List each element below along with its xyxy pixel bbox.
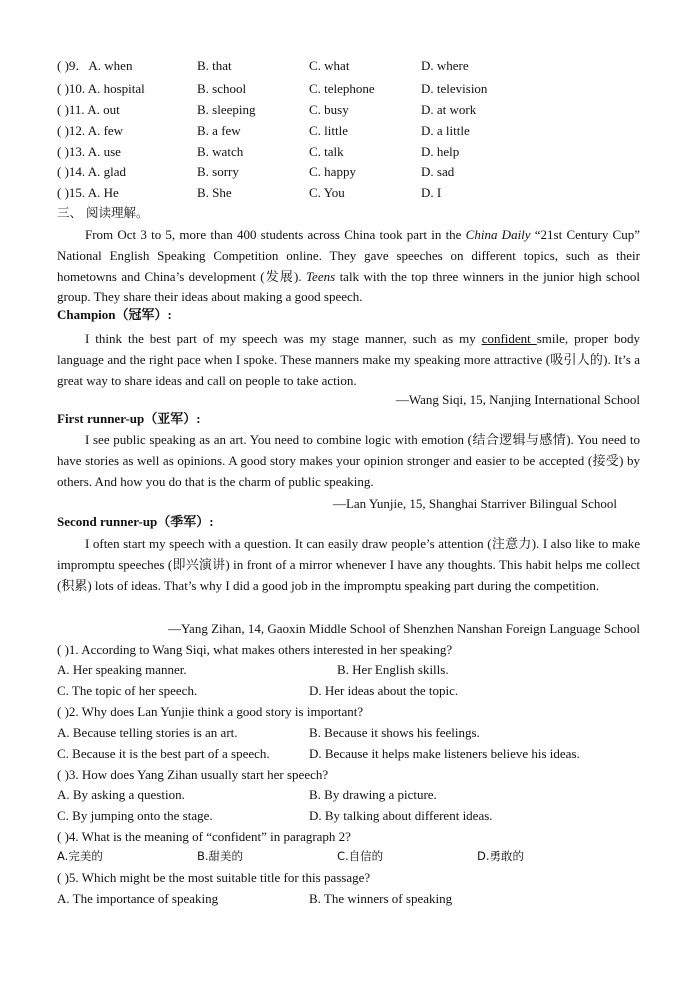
option-text: C. Because it is the best part of a speech.: [57, 746, 270, 761]
intro-italic-teens: Teens: [306, 268, 336, 284]
question-number-option-a: ( )10. A. hospital: [57, 81, 145, 96]
option-text: C. happy: [309, 164, 356, 179]
option-text: B. that: [197, 58, 232, 73]
option-text: C. busy: [309, 102, 349, 117]
question-1: ( )1. According to Wang Siqi, what makes others interested in her speaking?: [57, 642, 453, 657]
option-text: D. at work: [421, 102, 477, 117]
question-number-option-a: ( )13. A. use: [57, 144, 121, 159]
champion-text-2: smile, proper body language and the right pace when I spoke. These manners make my speaking more attractive (吸引人的). It’s a great way to share ideas and call on people to take action.: [57, 331, 640, 388]
option-text: B. watch: [197, 144, 244, 159]
intro-italic-china-daily: China Daily: [465, 227, 531, 242]
option-text: B. school: [197, 81, 247, 96]
question-3-options-row2: [57, 807, 657, 825]
second-runner-up-paragraph: I often start my speech with a question. It can easily draw people’s attention (注意力). I also like to make impromptu speeches (即兴演讲) in front of a mirror whenever I have any thoughts. This habit helps me collect (积累) lots of ideas. That’s why I did a good job in the impromptu speaking part during the competition.: [57, 536, 640, 593]
option-text: B. Her English skills.: [337, 662, 449, 677]
cloze-option-row: [57, 184, 657, 202]
option-text: D. where: [421, 58, 469, 73]
option-text: D. sad: [421, 164, 455, 179]
cloze-option-row: [57, 163, 657, 181]
question-5-options: [57, 890, 657, 908]
option-text: B. By drawing a picture.: [309, 787, 437, 802]
option-text: B. a few: [197, 123, 241, 138]
option-text: C. telephone: [309, 81, 375, 96]
question-1-options-row2: [57, 682, 657, 700]
option-text: D.勇敢的: [477, 849, 525, 863]
cloze-option-row: [57, 143, 657, 161]
question-number-option-a: ( )11. A. out: [57, 102, 120, 117]
option-text: B.甜美的: [197, 849, 244, 863]
underlined-word-confident: confident: [481, 331, 537, 346]
option-text: D. help: [421, 144, 460, 159]
cloze-option-row: [57, 122, 657, 140]
cloze-option-row: [57, 57, 657, 75]
option-text: C.自信的: [337, 849, 384, 863]
question-5: ( )5. Which might be the most suitable title for this passage?: [57, 870, 371, 885]
option-text: B. She: [197, 185, 232, 200]
question-2-options-row1: [57, 724, 657, 742]
champion-signature: —Wang Siqi, 15, Nanjing International School: [395, 392, 640, 407]
second-runner-up-signature: —Yang Zihan, 14, Gaoxin Middle School of Shenzhen Nanshan Foreign Language School: [167, 621, 640, 636]
option-text: B. The winners of speaking: [309, 891, 453, 906]
option-text: C. talk: [309, 144, 344, 159]
option-text: D. Because it helps make listeners believe his ideas.: [309, 746, 580, 761]
option-text: D. I: [421, 185, 442, 200]
option-text: B. sorry: [197, 164, 239, 179]
question-3: ( )3. How does Yang Zihan usually start her speech?: [57, 767, 329, 782]
champion-heading: Champion（冠军）:: [57, 307, 172, 322]
option-text: A. The importance of speaking: [57, 891, 219, 906]
first-runner-up-paragraph: I see public speaking as an art. You need to combine logic with emotion (结合逻辑与感情). You need to have stories as well as opinions. A good story makes your opinion stronger and easier to be accepted (接受) by others. And how you do that is the charm of public speaking.: [57, 432, 640, 489]
champion-paragraph: [57, 329, 640, 391]
question-2: ( )2. Why does Lan Yunjie think a good story is important?: [57, 704, 364, 719]
question-4-options: [57, 847, 657, 865]
second-runner-up-heading: Second runner-up（季军）:: [57, 514, 214, 529]
intro-text-3: talk with the top three winners in the junior high school group. They share their ideas about making a good speech.: [57, 268, 640, 305]
option-text: C. little: [309, 123, 348, 138]
option-text: C. what: [309, 58, 350, 73]
option-text: C. You: [309, 185, 345, 200]
option-text: A. Her speaking manner.: [57, 662, 187, 677]
question-3-options-row1: [57, 786, 657, 804]
option-text: D. Her ideas about the topic.: [309, 683, 459, 698]
intro-text-1: From Oct 3 to 5, more than 400 students across China took part in the: [85, 227, 466, 242]
option-text: C. The topic of her speech.: [57, 683, 198, 698]
cloze-option-row: [57, 80, 657, 98]
question-number-option-a: ( )9．A. when: [57, 58, 133, 73]
question-2-options-row2: [57, 745, 657, 763]
question-number-option-a: ( )15. A. He: [57, 185, 119, 200]
section-heading: 三、 阅读理解。: [57, 205, 149, 220]
question-number-option-a: ( )12. A. few: [57, 123, 124, 138]
option-text: D. a little: [421, 123, 470, 138]
first-runner-up-signature: —Lan Yunjie, 15, Shanghai Starriver Bilingual School: [332, 496, 617, 511]
champion-text-1: I think the best part of my speech was my stage manner, such as my: [85, 331, 482, 346]
question-1-options-row1: [57, 661, 657, 679]
option-text: D. By talking about different ideas.: [309, 808, 493, 823]
option-text: B. Because it shows his feelings.: [309, 725, 480, 740]
question-4: ( )4. What is the meaning of “confident” in paragraph 2?: [57, 829, 351, 844]
question-number-option-a: ( )14. A. glad: [57, 164, 126, 179]
cloze-option-row: [57, 101, 657, 119]
intro-text-2: “21st Century Cup” National English Speaking Competition online. They gave speeches on different topics, such as their hometowns and China’s development (发展).: [57, 227, 640, 284]
option-text: C. By jumping onto the stage.: [57, 808, 213, 823]
option-text: A. By asking a question.: [57, 787, 185, 802]
option-text: A.完美的: [57, 849, 103, 863]
option-text: D. television: [421, 81, 488, 96]
intro-paragraph: [57, 225, 640, 308]
option-text: A. Because telling stories is an art.: [57, 725, 238, 740]
option-text: B. sleeping: [197, 102, 256, 117]
first-runner-up-heading: First runner-up（亚军）:: [57, 411, 201, 426]
